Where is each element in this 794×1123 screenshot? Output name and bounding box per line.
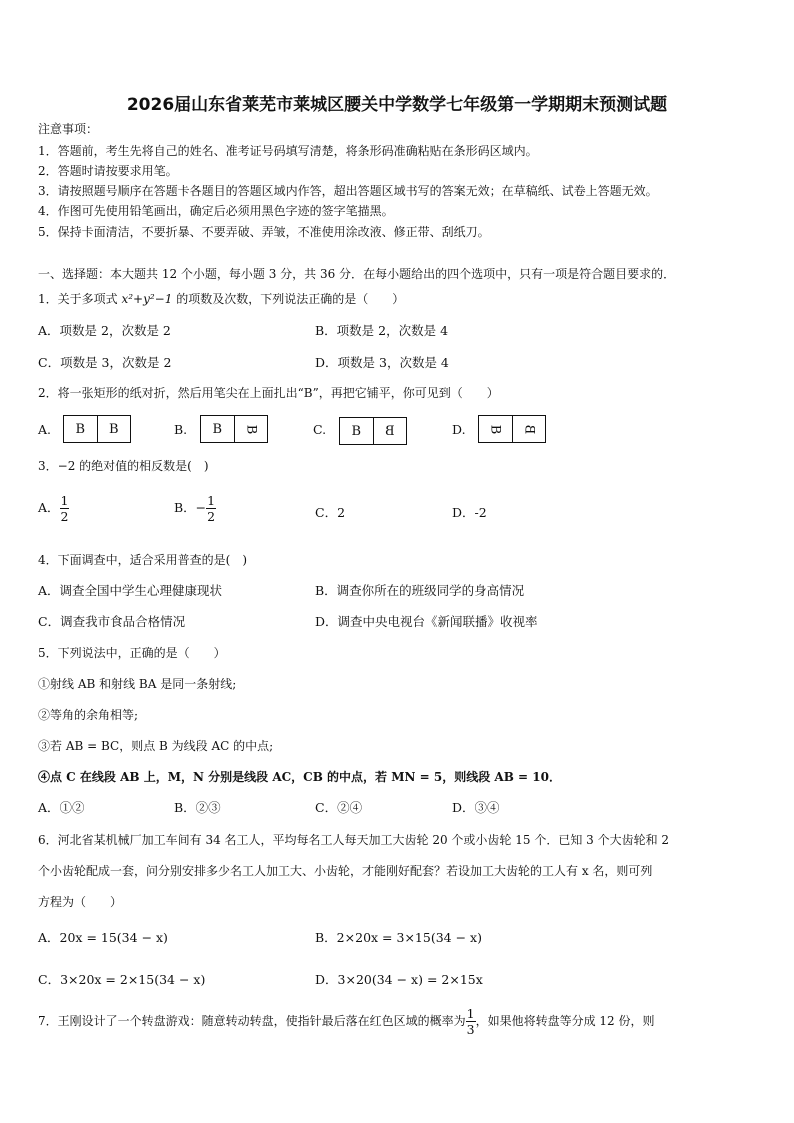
q1-option-c: C．项数是 3，次数是 2 <box>38 355 172 370</box>
notice-item: 2．答题时请按要求用笔。 <box>38 164 178 178</box>
notice-item: 4．作图可先使用铅笔画出，确定后必须用黑色字迹的签字笔描黑。 <box>38 204 394 218</box>
q5-option-d: D．③④ <box>452 800 500 815</box>
q5-option-a: A．①② <box>38 800 85 815</box>
q2-option-b-figure: B B <box>200 415 268 443</box>
q5-statement-1: ①射线 AB 和射线 BA 是同一条射线; <box>38 677 237 691</box>
q3-option-b: B．− $\frac{1}{2}$ <box>174 493 216 524</box>
q5-statement-4: ④点 C 在线段 AB 上，M，N 分别是线段 AC，CB 的中点，若 MN = 5，则线段 AB = 10． <box>38 770 561 784</box>
q1-option-b: B．项数是 2，次数是 4 <box>315 323 449 338</box>
question-6-line-1: 6．河北省某机械厂加工车间有 34 名工人，平均每名工人每天加工大齿轮 20 个或小齿轮 15 个．已知 3 个大齿轮和 2 <box>38 833 670 847</box>
q6-option-b: B．2×20x = 3×15(34 − x) <box>315 930 482 945</box>
question-3-stem: 3．−2 的绝对值的相反数是( ) <box>38 459 209 473</box>
q6-option-a: A．20x = 15(34 − x) <box>38 930 168 945</box>
q2-option-d-figure: B B <box>478 415 546 443</box>
question-6-line-3: 方程为（ ） <box>38 895 123 909</box>
q2-option-d-label: D. <box>452 422 466 437</box>
q5-statement-2: ②等角的余角相等; <box>38 708 139 722</box>
page-title: 2026届山东省莱芜市莱城区腰关中学数学七年级第一学期期末预测试题 <box>126 95 668 115</box>
q3-option-d: D．-2 <box>452 505 487 520</box>
q4-option-c: C．调查我市食品合格情况 <box>38 614 186 629</box>
q6-option-c: C．3×20x = 2×15(34 − x) <box>38 972 206 987</box>
q2-option-c-label: C. <box>313 422 327 437</box>
q5-statement-3: ③若 AB = BC，则点 B 为线段 AC 的中点; <box>38 739 274 753</box>
q2-option-a-label: A. <box>38 422 52 437</box>
notice-item: 1．答题前，考生先将自己的姓名、准考证号码填写清楚，将条形码准确粘贴在条形码区域内。 <box>38 144 538 158</box>
section-heading: 一、选择题：本大题共 12 个小题，每小题 3 分，共 36 分．在每小题给出的四个选项中，只有一项是符合题目要求的． <box>38 267 676 281</box>
q2-option-b-label: B. <box>174 422 188 437</box>
q2-option-c-figure: B B <box>339 417 407 445</box>
q4-option-d: D．调查中央电视台《新闻联播》收视率 <box>315 614 538 629</box>
question-6-line-2: 个小齿轮配成一套，问分别安排多少名工人加工大、小齿轮，才能刚好配套？若设加工大齿轮的工人有 x 名，则可列 <box>38 864 653 878</box>
question-5-stem: 5．下列说法中，正确的是（ ） <box>38 646 226 660</box>
question-4-stem: 4．下面调查中，适合采用普查的是( ) <box>38 553 247 567</box>
question-7-stem: 7．王刚设计了一个转盘游戏：随意转动转盘，使指针最后落在红色区域的概率为 $\frac{1}{3}$ ，如果他将转盘等分成 12 份，则 <box>38 1006 655 1037</box>
q3-option-a: A． $\frac{1}{2}$ <box>38 493 69 524</box>
notice-heading: 注意事项： <box>38 122 99 136</box>
q5-option-c: C．②④ <box>315 800 363 815</box>
q4-option-a: A．调查全国中学生心理健康现状 <box>38 583 223 598</box>
q1-option-d: D．项数是 3，次数是 4 <box>315 355 449 370</box>
q6-option-d: D．3×20(34 − x) = 2×15x <box>315 972 483 987</box>
question-1-stem: 1．关于多项式 x²+y²−1 的项数及次数，下列说法正确的是（ ） <box>38 292 405 306</box>
q4-option-b: B．调查你所在的班级同学的身高情况 <box>315 583 525 598</box>
q2-option-a-figure: B B <box>63 415 131 443</box>
q5-option-b: B．②③ <box>174 800 221 815</box>
q1-option-a: A．项数是 2，次数是 2 <box>38 323 171 338</box>
question-2-stem: 2．将一张矩形的纸对折，然后用笔尖在上面扎出“B”，再把它铺平，你可见到（ ） <box>38 386 499 400</box>
notice-item: 5．保持卡面清洁，不要折暴、不要弄破、弄皱，不准使用涂改液、修正带、刮纸刀。 <box>38 225 490 239</box>
notice-item: 3．请按照题号顺序在答题卡各题目的答题区域内作答，超出答题区域书写的答案无效；在草稿纸、试卷上答题无效。 <box>38 184 658 198</box>
q3-option-c: C．2 <box>315 505 346 520</box>
